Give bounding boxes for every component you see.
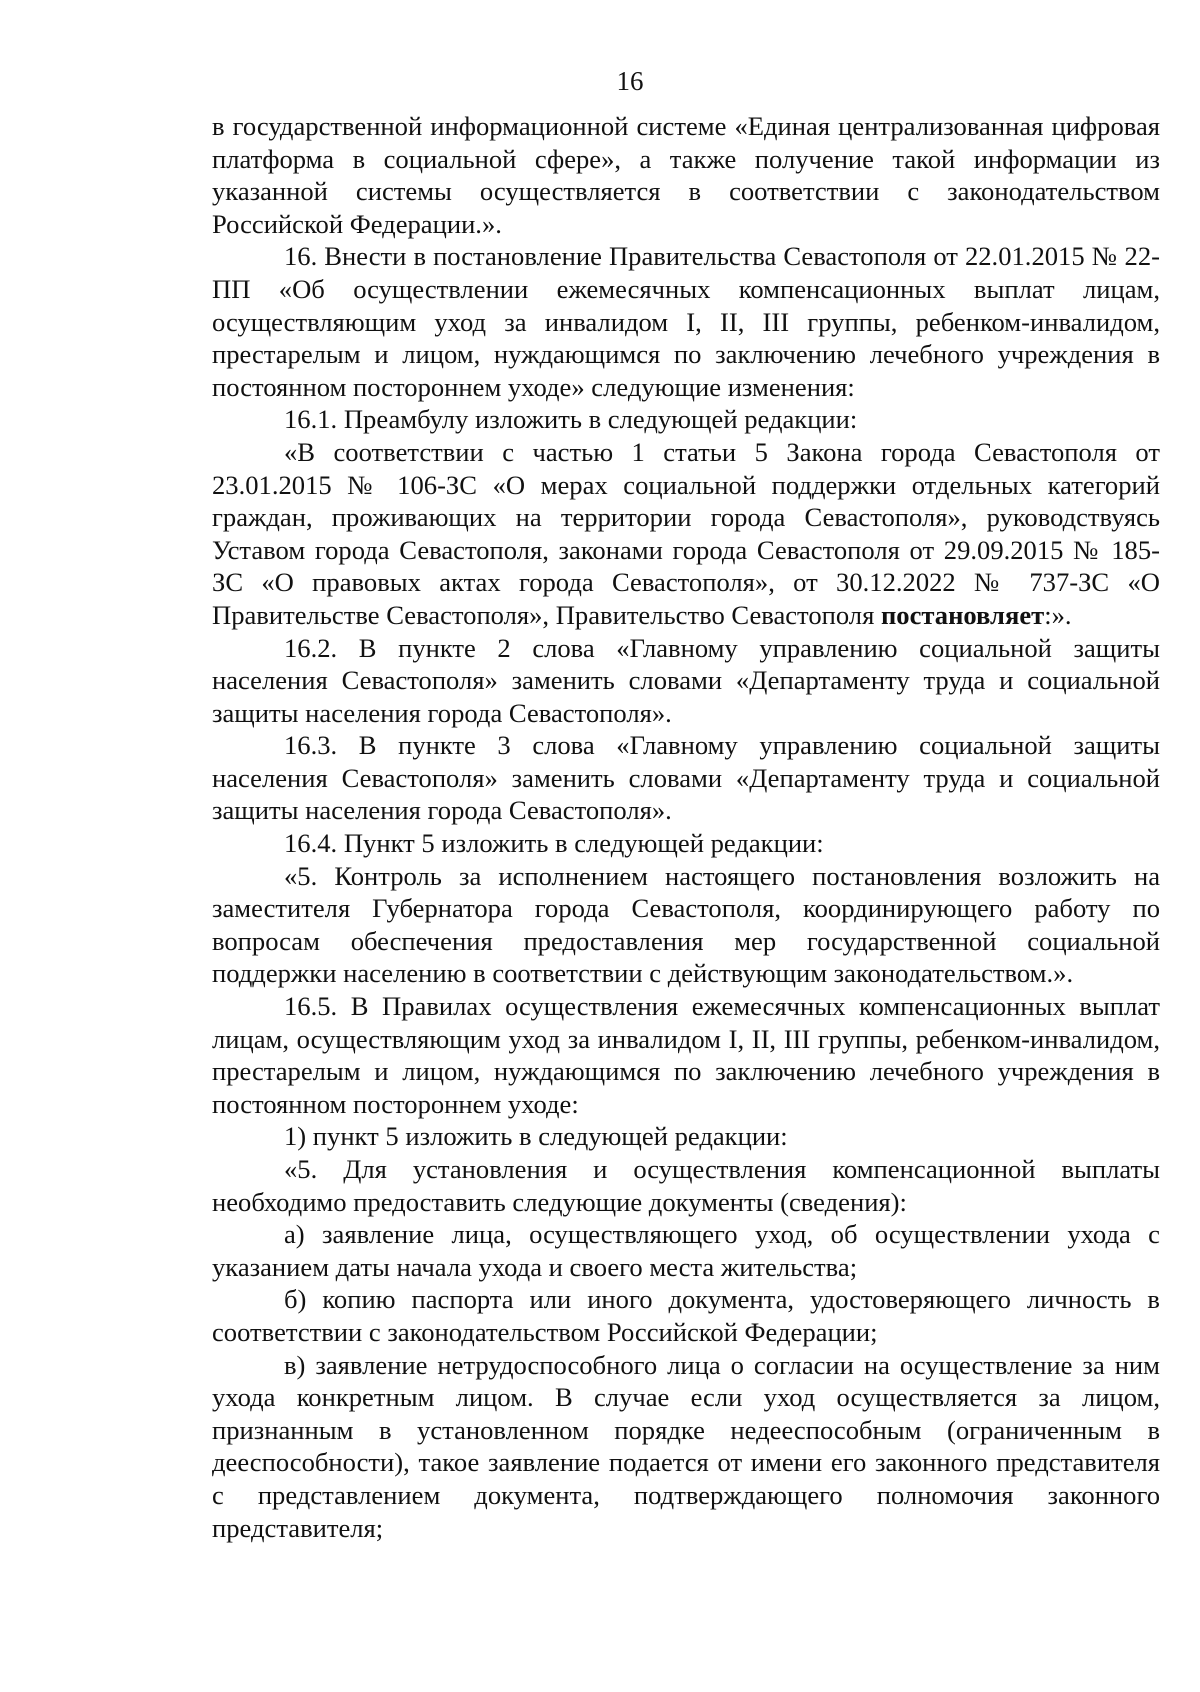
paragraph-continuation: в государственной информационной системе «Единая централизованная цифровая платформа в социальной сфере», а также получение такой информации из указанной системы осуществляется в соответствии с законодательством Российской Федерации.».: [212, 111, 1160, 239]
paragraph-item-a: а) заявление лица, осуществляющего уход, об осуществлении ухода с указанием даты начала ухода и своего места жительства;: [212, 1219, 1160, 1282]
paragraph-documents-intro: «5. Для установления и осуществления компенсационной выплаты необходимо предоставить следующие документы (сведения):: [212, 1154, 1160, 1217]
paragraph-16-3: 16.3. В пункте 3 слова «Главному управлению социальной защиты населения Севастополя» заменить словами «Департаменту труда и социальной защиты населения города Севастополя».: [212, 730, 1160, 826]
preamble-bold-word: постановляет: [880, 599, 1045, 630]
preamble-text: «В соответствии с частью 1 статьи 5 Закона города Севастополя от 23.01.2015 № 106-ЗС «О мерах социальной поддержки отдельных категорий граждан, проживающих на территории города Севастополя», руководствуясь Уставом города Севастополя, законами города Севастополя от 29.09.2015 № 185-ЗС «О правовых актах города Севастополя», от 30.12.2022 № 737-ЗС «О Правительстве Севастополя», Правительство Севастополя: [212, 436, 1160, 630]
paragraph-16-5: 16.5. В Правилах осуществления ежемесячных компенсационных выплат лицам, осуществляющим уход за инвалидом I, II, III группы, ребенком-инвалидом, престарелым и лицом, нуждающимся по заключению лечебного учреждения в постоянном постороннем уходе:: [212, 991, 1160, 1119]
document-body: [212, 110, 1160, 1544]
paragraph-16-1: 16.1. Преамбулу изложить в следующей редакции:: [284, 404, 858, 435]
paragraph-16-2: 16.2. В пункте 2 слова «Главному управлению социальной защиты населения Севастополя» заменить словами «Департаменту труда и социальной защиты населения города Севастополя».: [212, 632, 1160, 728]
paragraph-subpoint-1: 1) пункт 5 изложить в следующей редакции:: [284, 1121, 788, 1152]
preamble-ending: :».: [1044, 599, 1072, 630]
paragraph-item-b: б) копию паспорта или иного документа, удостоверяющего личность в соответствии с законодательством Российской Федерации;: [212, 1284, 1160, 1347]
paragraph-16-4: 16.4. Пункт 5 изложить в следующей редакции:: [284, 828, 824, 859]
paragraph-16: 16. Внести в постановление Правительства Севастополя от 22.01.2015 № 22-ПП «Об осуществлении ежемесячных компенсационных выплат лицам, осуществляющим уход за инвалидом I, II, III группы, ребенком-инвалидом, престарелым и лицом, нуждающимся по заключению лечебного учреждения в постоянном постороннем уходе» следующие изменения:: [212, 241, 1160, 402]
paragraph-item-v: в) заявление нетрудоспособного лица о согласии на осуществление за ним ухода конкретным лицом. В случае если уход осуществляется за лицом, признанным в установленном порядке недееспособным (ограниченным в дееспособности), такое заявление подается от имени его законного представителя с представлением документа, подтверждающего полномочия законного представителя;: [212, 1349, 1160, 1543]
page-number: 16: [616, 66, 644, 96]
paragraph-point-5-quote: «5. Контроль за исполнением настоящего постановления возложить на заместителя Губернатора города Севастополя, координирующего работу по вопросам обеспечения предоставления мер государственной социальной поддержки населению в соответствии с действующим законодательством.».: [212, 860, 1160, 989]
paragraph-preamble-quote: [212, 436, 1160, 632]
